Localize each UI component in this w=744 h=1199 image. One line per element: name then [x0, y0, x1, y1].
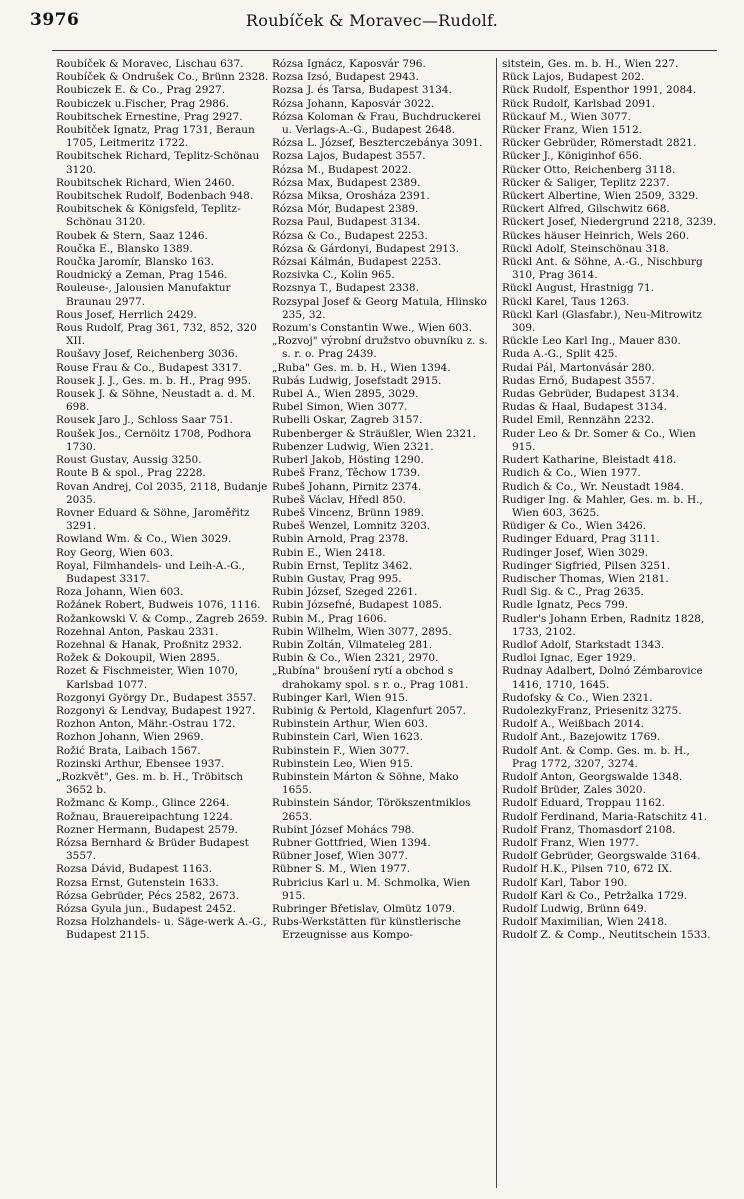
directory-entry: Rózsa Mór, Budapest 2389.	[272, 203, 419, 216]
directory-entry: Rubinger Karl, Wien 915.	[272, 691, 409, 704]
directory-entry: Rózsa Johann, Kaposvár 3022.	[272, 97, 435, 110]
directory-entry: Rück Rudolf, Karlsbad 2091.	[502, 97, 656, 110]
directory-entry: Rudolf Ant. & Comp. Ges. m. b. H., Prag 1772, 3207, 3274.	[502, 744, 690, 770]
directory-entry: Ruberl Jakob, Hösting 1290.	[272, 454, 424, 467]
directory-entry: Rozsa J. és Tarsa, Budapest 3134.	[272, 84, 452, 97]
directory-entry: Rózsa Ignácz, Kaposvár 796.	[272, 58, 426, 70]
directory-entry: Rubricius Karl u. M. Schmolka, Wien 915.	[272, 876, 470, 902]
directory-entry: Rudolf Anton, Georgswalde 1348.	[502, 770, 683, 783]
directory-entry: Rubin Józsefné, Budapest 1085.	[272, 599, 443, 612]
directory-entry: „Ruba" Ges. m. b. H., Wien 1394.	[272, 361, 451, 374]
directory-entry: Rozum's Constantin Wwe., Wien 603.	[272, 322, 472, 335]
directory-entry: Rudolf Ant., Bazejowitz 1769.	[502, 731, 661, 744]
directory-entry: Rubenberger & Sträußler, Wien 2321.	[272, 427, 477, 440]
directory-entry: Rozsa Dávid, Budapest 1163.	[56, 863, 213, 876]
directory-entry: Rückl August, Hrastnigg 71.	[502, 282, 654, 295]
directory-entry: Rožek & Dokoupil, Wien 2895.	[56, 652, 220, 665]
directory-entry: Rücker Otto, Reichenberg 3118.	[502, 163, 676, 176]
directory-entry: Rozsivka C., Kolin 965.	[272, 269, 395, 282]
directory-entry: Rozehnal Anton, Paskau 2331.	[56, 625, 219, 638]
column-left	[56, 58, 272, 1190]
directory-entry: Rudinger Sigfried, Pilsen 3251.	[502, 559, 671, 572]
directory-entry: Rožnau, Brauereipachtung 1224.	[56, 810, 233, 823]
directory-entry: Rubeš Vincenz, Brünn 1989.	[272, 506, 424, 519]
directory-entry: Rózsa Koloman & Frau, Buchdruckerei u. Verlags-A.-G., Budapest 2648.	[272, 110, 481, 137]
directory-entry: Rückl Karel, Taus 1263.	[502, 295, 630, 308]
directory-entry: „Rozkvět", Ges. m. b. H., Tröbitsch 3652 b.	[56, 770, 243, 797]
directory-entry: Roubitschek Richard, Wien 2460.	[56, 176, 235, 189]
directory-entry: Rovan Andrej, Col 2035, 2118, Budanje 2035.	[56, 480, 268, 506]
column-right	[502, 58, 718, 1190]
directory-entry: Roubiczek E. & Co., Prag 2927.	[56, 84, 226, 97]
directory-entry: Roudnický a Zeman, Prag 1546.	[56, 269, 228, 282]
directory-entry: Rubin Arnold, Prag 2378.	[272, 533, 409, 546]
directory-entry: Rudai Pál, Martonvásár 280.	[502, 361, 655, 374]
directory-entry: Rudolf Eduard, Troppau 1162.	[502, 797, 665, 810]
directory-entry: Rous Rudolf, Prag 361, 732, 852, 320 XII.	[56, 322, 257, 348]
directory-entry: Rücker & Saliger, Teplitz 2237.	[502, 176, 670, 189]
directory-entry: Rudolf Z. & Comp., Neutitschein 1533.	[502, 929, 711, 942]
directory-entry: Roza Johann, Wien 603.	[56, 586, 184, 599]
directory-entry: Rudas Gebrüder, Budapest 3134.	[502, 388, 679, 401]
directory-entry: Rudolf Maximilian, Wien 2418.	[502, 916, 668, 929]
directory-entry: Rubeš Johann, Pirnitz 2374.	[272, 480, 422, 493]
directory-entry: Rudas Ernő, Budapest 3557.	[502, 374, 655, 387]
running-head: Roubíček & Moravec—Rudolf.	[245, 11, 499, 30]
directory-entry: Rückle Leo Karl Ing., Mauer 830.	[502, 335, 681, 348]
directory-entry: Rubinstein F., Wien 3077.	[272, 744, 410, 757]
directory-entry: Roubíček & Moravec, Lischau 637.	[56, 58, 244, 70]
directory-entry: Rubel Simon, Wien 3077.	[272, 401, 408, 414]
directory-entry: Route B & spol., Prag 2228.	[56, 467, 206, 480]
directory-entry: Rück Rudolf, Espenthor 1991, 2084.	[502, 84, 697, 97]
directory-entry: Rózsa Gebrüder, Pécs 2582, 2673.	[56, 889, 239, 902]
directory-entry: Rubinstein Sándor, Törökszentmiklos 2653.	[272, 797, 471, 823]
directory-entry: Rubint József Mohács 798.	[272, 823, 415, 836]
column-divider	[496, 58, 497, 1188]
directory-entry: Rožić Brata, Laibach 1567.	[56, 744, 201, 757]
directory-entry: Rózsa Miksa, Orosháza 2391.	[272, 190, 430, 203]
directory-entry: Rudolf H.K., Pilsen 710, 672 IX.	[502, 863, 673, 876]
directory-entry: Rózsa & Co., Budapest 2253.	[272, 229, 428, 242]
directory-entry: RudolezkyFranz, Priesenitz 3275.	[502, 704, 682, 717]
directory-entry: Roy Georg, Wien 603.	[56, 546, 174, 559]
directory-entry: Rudolf Ferdinand, Maria-Ratschitz 41.	[502, 810, 708, 823]
directory-entry: Rubs-Werkstätten für künstlerische Erzeugnisse aus Kompo-	[272, 916, 462, 942]
directory-entry: Rózsa Gyula jun., Budapest 2452.	[56, 903, 236, 915]
directory-entry: Rubin József, Szeged 2261.	[272, 586, 418, 599]
directory-entry: Rubner Gottfried, Wien 1394.	[272, 836, 431, 849]
directory-entry: Roubitček Ignatz, Prag 1731, Beraun 1705, Leitmeritz 1722.	[56, 124, 255, 150]
directory-entry: Rudel Emil, Rennzähn 2232.	[502, 414, 655, 427]
directory-entry: Rubel A., Wien 2895, 3029.	[272, 388, 419, 401]
directory-entry: Rozhon Johann, Wien 2969.	[56, 731, 204, 744]
directory-entry: Rozsypal Josef & Georg Matula, Hlinsko 235, 32.	[272, 295, 487, 321]
directory-entry: Rudinger Eduard, Prag 3111.	[502, 533, 660, 546]
directory-entry: Rudinger Josef, Wien 3029.	[502, 546, 649, 559]
directory-entry: Rübner S. M., Wien 1977.	[272, 863, 411, 876]
directory-entry: Roušavy Josef, Reichenberg 3036.	[56, 348, 238, 361]
directory-entry: Rubin E., Wien 2418.	[272, 546, 386, 559]
directory-entry: Rudler's Johann Erben, Radnitz 1828, 1733, 2102.	[502, 612, 705, 638]
directory-entry: Rozner Hermann, Budapest 2579.	[56, 823, 238, 836]
directory-entry: Rück Lajos, Budapest 202.	[502, 71, 645, 84]
directory-entry: Rozsa Paul, Budapest 3134.	[272, 216, 421, 229]
directory-entry: Rubin & Co., Wien 2321, 2970.	[272, 652, 439, 665]
directory-entry: Rubin Ernst, Teplitz 3462.	[272, 559, 413, 572]
directory-entry: Rückes häuser Heinrich, Wels 260.	[502, 229, 690, 242]
directory-entry: Roučka Jaromír, Blansko 163.	[56, 256, 214, 269]
directory-entry: Rozsa Izsó, Budapest 2943.	[272, 71, 419, 84]
directory-entry: Rückauf M., Wien 3077.	[502, 110, 631, 123]
directory-entry: Roubitschek Ernestine, Prag 2927.	[56, 110, 243, 123]
directory-entry: Rubelli Oskar, Zagreb 3157.	[272, 414, 423, 427]
directory-entry: Rücker J., Königinhof 656.	[502, 150, 643, 163]
directory-entry: Rückl Adolf, Steinschönau 318.	[502, 242, 669, 255]
directory-entry: Rudle Ignatz, Pecs 799.	[502, 599, 629, 612]
directory-entry: Rückl Karl (Glasfabr.), Neu-Mitrowitz 309.	[502, 308, 702, 335]
directory-entry: Rousek J. J., Ges. m. b. H., Prag 995.	[56, 374, 252, 387]
directory-entry: Rózsa Bernhard & Brüder Budapest 3557.	[56, 836, 249, 863]
directory-entry: Rudolf A., Weißbach 2014.	[502, 718, 645, 731]
directory-entry: Rubenzer Ludwig, Wien 2321.	[272, 440, 434, 453]
directory-entry: Rudich & Co., Wr. Neustadt 1984.	[502, 480, 684, 493]
directory-entry: „Rozvoj" výrobní družstvo obuvníku z. s. s. r. o. Prag 2439.	[272, 335, 488, 361]
directory-entry: Rücker Gebrüder, Römerstadt 2821.	[502, 137, 697, 150]
directory-entry: Rudas & Haal, Budapest 3134.	[502, 401, 667, 414]
directory-entry: Roubitschek & Königsfeld, Teplitz-Schönau 3120.	[56, 203, 241, 229]
directory-entry: Rudolf Franz, Wien 1977.	[502, 836, 639, 849]
directory-entry: Rudloi Ignac, Eger 1929.	[502, 652, 636, 665]
directory-entry: Rous Josef, Herrlich 2429.	[56, 308, 197, 321]
directory-entry: Roust Gustav, Aussig 3250.	[56, 454, 202, 467]
directory-entry: Rudofsky & Co., Wien 2321.	[502, 691, 653, 704]
directory-entry: Roubitschek Rudolf, Bodenbach 948.	[56, 190, 254, 203]
directory-entry: Rubeš Franz, Těchow 1739.	[272, 467, 421, 480]
directory-entry: Rouse Frau & Co., Budapest 3317.	[56, 361, 242, 374]
directory-entry: Roubitschek Richard, Teplitz-Schönau 3120.	[56, 150, 260, 176]
directory-entry: Rübner Josef, Wien 3077.	[272, 850, 408, 863]
directory-entry: Rubin Zoltán, Vilmateleg 281.	[272, 638, 433, 651]
directory-entry: Rudiger Ing. & Mahler, Ges. m. b. H., Wien 603, 3625.	[502, 493, 703, 519]
directory-entry: Roubek & Stern, Saaz 1246.	[56, 229, 208, 242]
directory-entry: Rudnay Adalbert, Dolnó Zémbarovice 1416, 1710, 1645.	[502, 665, 703, 691]
header-rule	[52, 50, 717, 51]
directory-entry: Rózsa Max, Budapest 2389.	[272, 176, 421, 189]
directory-entry: Rowland Wm. & Co., Wien 3029.	[56, 533, 232, 546]
directory-entry: Rudolf Karl, Tabor 190.	[502, 876, 628, 889]
directory-entry: Roubíček & Ondrušek Co., Brünn 2328.	[56, 71, 269, 84]
directory-entry: Rouleuse-, Jalousien Manufaktur Braunau 2977.	[56, 282, 231, 308]
directory-entry: Rubin Gustav, Prag 995.	[272, 572, 402, 585]
directory-entry: Rückert Albertine, Wien 2509, 3329.	[502, 190, 699, 203]
directory-entry: Rozsa Ernst, Gutenstein 1633.	[56, 876, 219, 889]
directory-entry: Rubin Wilhelm, Wien 3077, 2895.	[272, 625, 452, 638]
directory-entry: Rubeš Václav, Hředl 850.	[272, 493, 406, 506]
directory-entry: Roučka E., Blansko 1389.	[56, 242, 193, 255]
directory-entry: Roubiczek u.Fischer, Prag 2986.	[56, 97, 229, 110]
directory-entry: Rožánek Robert, Budweis 1076, 1116.	[56, 599, 261, 612]
directory-entry: Rubeš Wenzel, Lomnitz 3203.	[272, 520, 431, 533]
directory-entry: Rubinstein Arthur, Wien 603.	[272, 718, 428, 731]
directory-entry: Rózsa M., Budapest 2022.	[272, 163, 412, 176]
directory-entry: Rückert Alfred, Gilschwitz 668.	[502, 203, 670, 216]
directory-entry: Rudert Katharine, Bleistadt 418.	[502, 454, 677, 467]
directory-entry: Rozinski Arthur, Ebensee 1937.	[56, 757, 225, 770]
directory-entry: Rudolf Karl & Co., Petržalka 1729.	[502, 889, 688, 902]
directory-entry: Rückl Ant. & Söhne, A.-G., Nischburg 310, Prag 3614.	[502, 256, 703, 282]
directory-entry: Rozgonyi György Dr., Budapest 3557.	[56, 691, 257, 704]
directory-entry: Roušek Jos., Cernöitz 1708, Podhora 1730.	[56, 427, 252, 453]
directory-entry: Rudischer Thomas, Wien 2181.	[502, 572, 669, 585]
directory-entry: Rozsnya T., Budapest 2338.	[272, 282, 419, 295]
directory-entry: Rubinstein Márton & Söhne, Mako 1655.	[272, 770, 459, 797]
directory-entry: Rozet & Fischmeister, Wien 1070, Karlsbad 1077.	[56, 665, 238, 691]
directory-entry: Rubinig & Pertold, Klagenfurt 2057.	[272, 704, 466, 717]
directory-entry: Rubringer Břetislav, Olmütz 1079.	[272, 903, 456, 915]
directory-entry: Ruder Leo & Dr. Somer & Co., Wien 915.	[502, 427, 696, 453]
directory-entry: Rubinstein Leo, Wien 915.	[272, 757, 414, 770]
directory-entry: Rozsa Lajos, Budapest 3557.	[272, 150, 426, 163]
directory-entry: Rozehnal & Hanak, Proßnitz 2932.	[56, 638, 243, 651]
directory-entry: Rovner Eduard & Söhne, Jaroměřitz 3291.	[56, 506, 250, 533]
directory-entry: Rubinstein Carl, Wien 1623.	[272, 731, 424, 744]
column-middle	[272, 58, 488, 1190]
directory-entry: Rückert Josef, Niedergrund 2218, 3239.	[502, 216, 717, 229]
directory-entry: Rudich & Co., Wien 1977.	[502, 467, 641, 480]
directory-entry: Rozsa Holzhandels- u. Säge-werk A.-G., Budapest 2115.	[56, 916, 267, 942]
page-number: 3976	[30, 10, 80, 30]
directory-entry: Ruda A.-G., Split 425.	[502, 348, 618, 361]
directory-entry: Rubás Ludwig, Josefstadt 2915.	[272, 374, 442, 387]
directory-entry: Rudolf Brüder, Zales 3020.	[502, 784, 646, 797]
directory-entry: Royal, Filmhandels- und Leih-A.-G., Budapest 3317.	[56, 559, 245, 585]
directory-entry: Rudolf Gebrüder, Georgswalde 3164.	[502, 850, 701, 863]
directory-entry: Rücker Franz, Wien 1512.	[502, 124, 642, 137]
directory-entry: Rubin M., Prag 1606.	[272, 612, 387, 625]
directory-entry: sitstein, Ges. m. b. H., Wien 227.	[502, 58, 679, 70]
directory-entry: Rüdiger & Co., Wien 3426.	[502, 520, 647, 533]
directory-entry: Rudolf Franz, Thomasdorf 2108.	[502, 823, 676, 836]
directory-entry: Rudolf Ludwig, Brünn 649.	[502, 903, 647, 915]
directory-entry: Rousek J. & Söhne, Neustadt a. d. M. 698.	[56, 388, 256, 414]
directory-entry: Rožankowski V. & Comp., Zagreb 2659.	[56, 612, 268, 625]
directory-entry: „Rubína" broušení rytí a obchod s drahokamy spol. s r. o., Prag 1081.	[272, 665, 469, 691]
directory-entry: Rožmanc & Komp., Glince 2264.	[56, 797, 230, 810]
directory-entry: Rudlof Adolf, Starkstadt 1343.	[502, 638, 665, 651]
directory-entry: Rózsai Kálmán, Budapest 2253.	[272, 256, 442, 269]
directory-entry: Rózsa L. József, Beszterczebánya 3091.	[272, 137, 483, 150]
directory-entry: Rudl Sig. & C., Prag 2635.	[502, 586, 644, 599]
directory-entry: Rousek Jaro J., Schloss Saar 751.	[56, 414, 233, 427]
directory-entry: Rozgonyi & Lendvay, Budapest 1927.	[56, 704, 256, 717]
directory-entry: Rózsa & Gárdonyi, Budapest 2913.	[272, 242, 460, 255]
directory-entry: Rozhon Anton, Mähr.-Ostrau 172.	[56, 718, 236, 731]
